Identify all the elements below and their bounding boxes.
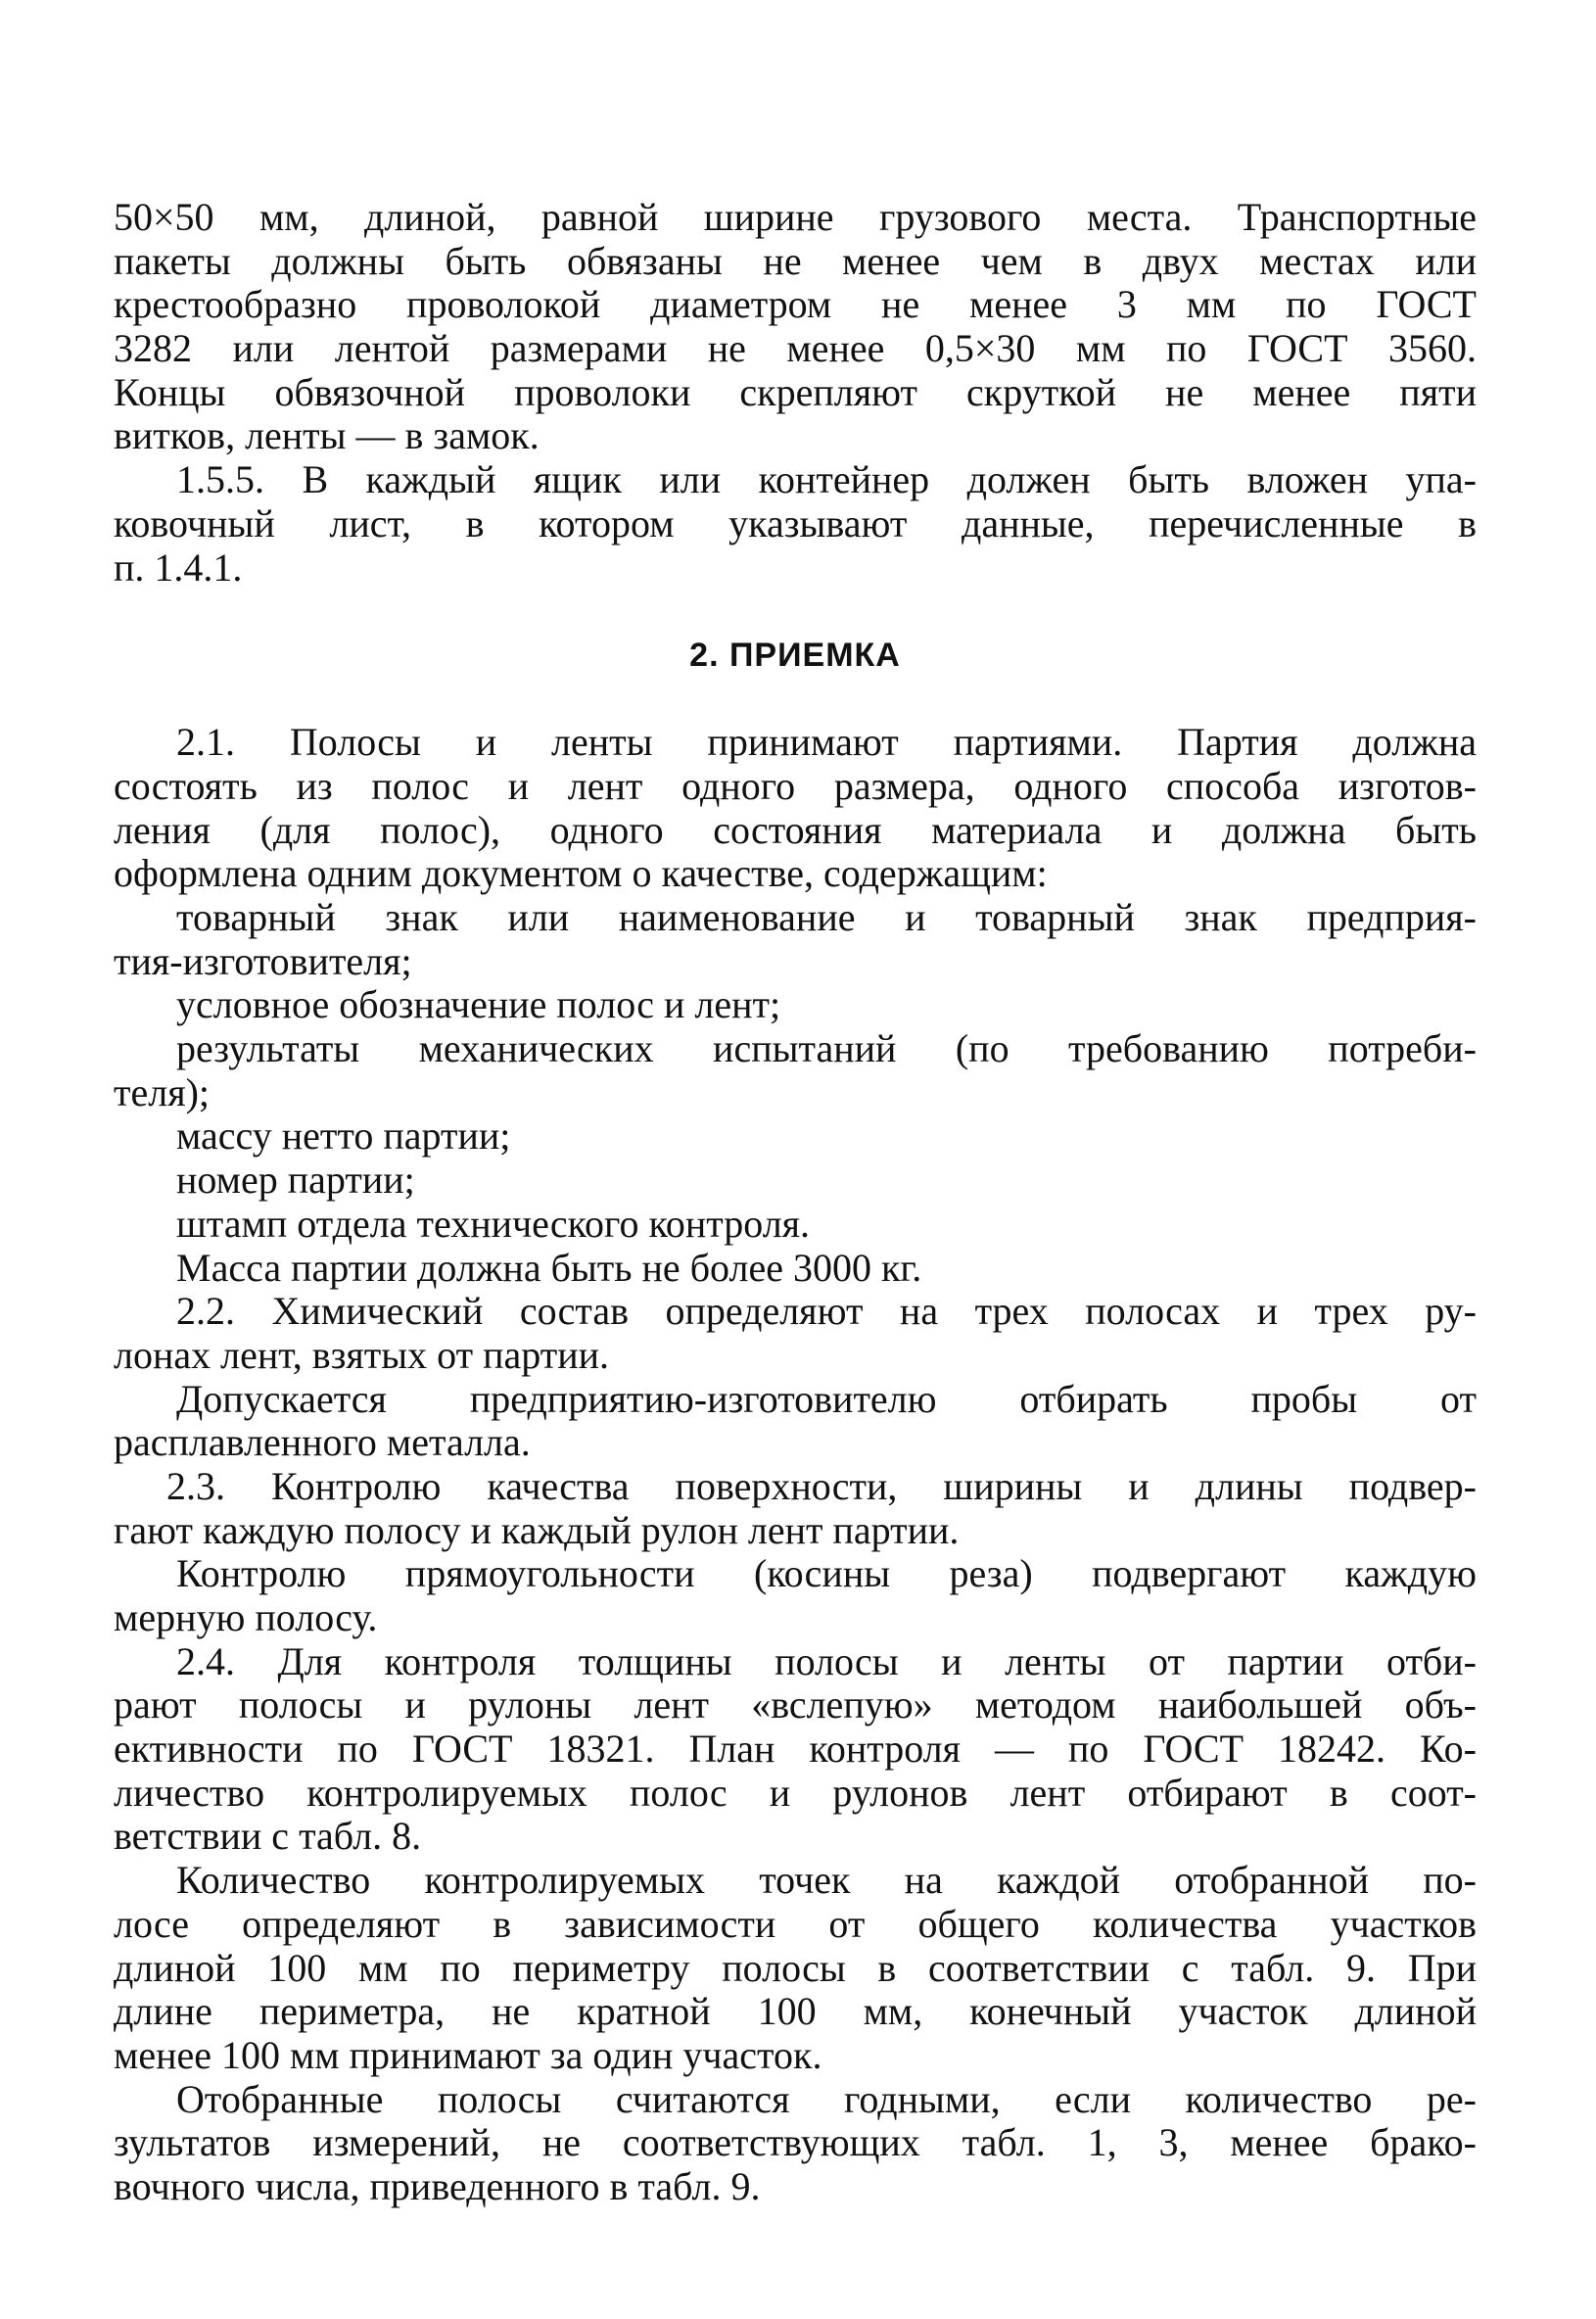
- text-line: ковочный лист, в котором указывают данные, перечисленные в: [114, 500, 1477, 545]
- text-line: Допускается предприятию-изготовителю отбирать пробы от: [176, 1376, 1477, 1421]
- clause-2-3: 2.3. Контролю качества поверхности, ширины и длины подвер-: [166, 1463, 1477, 1508]
- text-line: зультатов измерений, не соответствующих табл. 1, 3, менее брако-: [114, 2120, 1477, 2165]
- text-line: ветствии с табл. 8.: [114, 1814, 422, 1859]
- text-line: Отобранные полосы считаются годными, если количество ре-: [176, 2076, 1477, 2121]
- text-line: длиной 100 мм по периметру полосы в соответствии с табл. 9. При: [114, 1945, 1477, 1990]
- clause-2-1: 2.1. Полосы и ленты принимают партиями. Партия должна: [176, 720, 1477, 765]
- text-column: [114, 196, 1477, 2209]
- text-line: рают полосы и рулоны лент «вслепую» методом наибольшей объ-: [114, 1682, 1477, 1727]
- clause-1-5-5: 1.5.5. В каждый ящик или контейнер должен быть вложен упа-: [176, 457, 1477, 502]
- text-line: менее 100 мм принимают за один участок.: [114, 2032, 822, 2077]
- text-line: Количество контролируемых точек на каждой отобранной по-: [176, 1858, 1477, 1903]
- text-line: состоять из полос и лент одного размера, одного способа изготов-: [114, 763, 1477, 808]
- text-line: тия-изготовителя;: [114, 938, 412, 983]
- text-line: лонах лент, взятых от партии.: [114, 1332, 610, 1377]
- text-line: пакеты должны быть обвязаны не менее чем в двух местах или: [114, 238, 1477, 283]
- list-item: номер партии;: [176, 1158, 415, 1203]
- text-line: витков, ленты — в замок.: [114, 413, 540, 458]
- section-spacer: [114, 590, 1477, 634]
- text-line: длине периметра, не кратной 100 мм, конечный участок длиной: [114, 1989, 1477, 2034]
- text-line: п. 1.4.1.: [114, 544, 243, 590]
- text-line: оформлена одним документом о качестве, содержащим:: [114, 851, 1048, 896]
- text-line: крестообразно проволокой диаметром не менее 3 мм по ГОСТ: [114, 282, 1477, 327]
- section-heading: 2. ПРИЕМКА: [689, 636, 901, 674]
- text-line: ективности по ГОСТ 18321. План контроля — по ГОСТ 18242. Ко-: [114, 1727, 1477, 1772]
- text-line: 50×50 мм, длиной, равной ширине грузового места. Транспортные: [114, 195, 1477, 239]
- clause-2-4: 2.4. Для контроля толщины полосы и ленты от партии отби-: [176, 1638, 1477, 1683]
- text-line: мерную полосу.: [114, 1595, 378, 1639]
- list-item: условное обозначение полос и лент;: [176, 982, 781, 1027]
- text-line: расплавленного металла.: [114, 1420, 531, 1465]
- text-line: ления (для полос), одного состояния материала и должна быть: [114, 807, 1477, 852]
- text-line: вочного числа, приведенного в табл. 9.: [114, 2163, 761, 2208]
- list-item: штамп отдела технического контроля.: [176, 1201, 811, 1246]
- list-item: результаты механических испытаний (по требованию потреби-: [176, 1026, 1477, 1071]
- list-item: массу нетто партии;: [176, 1113, 511, 1159]
- text-line: лосе определяют в зависимости от общего количества участков: [114, 1901, 1477, 1946]
- text-line: 3282 или лентой размерами не менее 0,5×30 мм по ГОСТ 3560.: [114, 326, 1477, 371]
- list-item: товарный знак или наименование и товарный знак предприя-: [176, 895, 1477, 939]
- text-line: гают каждую полосу и каждый рулон лент партии.: [114, 1507, 960, 1552]
- text-line: Контролю прямоугольности (косины реза) подвергают каждую: [176, 1551, 1477, 1596]
- text-line: личество контролируемых полос и рулонов лент отбирают в соот-: [114, 1770, 1477, 1815]
- text-line: Масса партии должна быть не более 3000 кг.: [176, 1245, 922, 1290]
- clause-2-2: 2.2. Химический состав определяют на трех полосах и трех ру-: [176, 1289, 1477, 1334]
- text-line: теля);: [114, 1069, 211, 1114]
- text-line: Концы обвязочной проволоки скрепляют скруткой не менее пяти: [114, 369, 1477, 414]
- section-spacer: [114, 678, 1477, 722]
